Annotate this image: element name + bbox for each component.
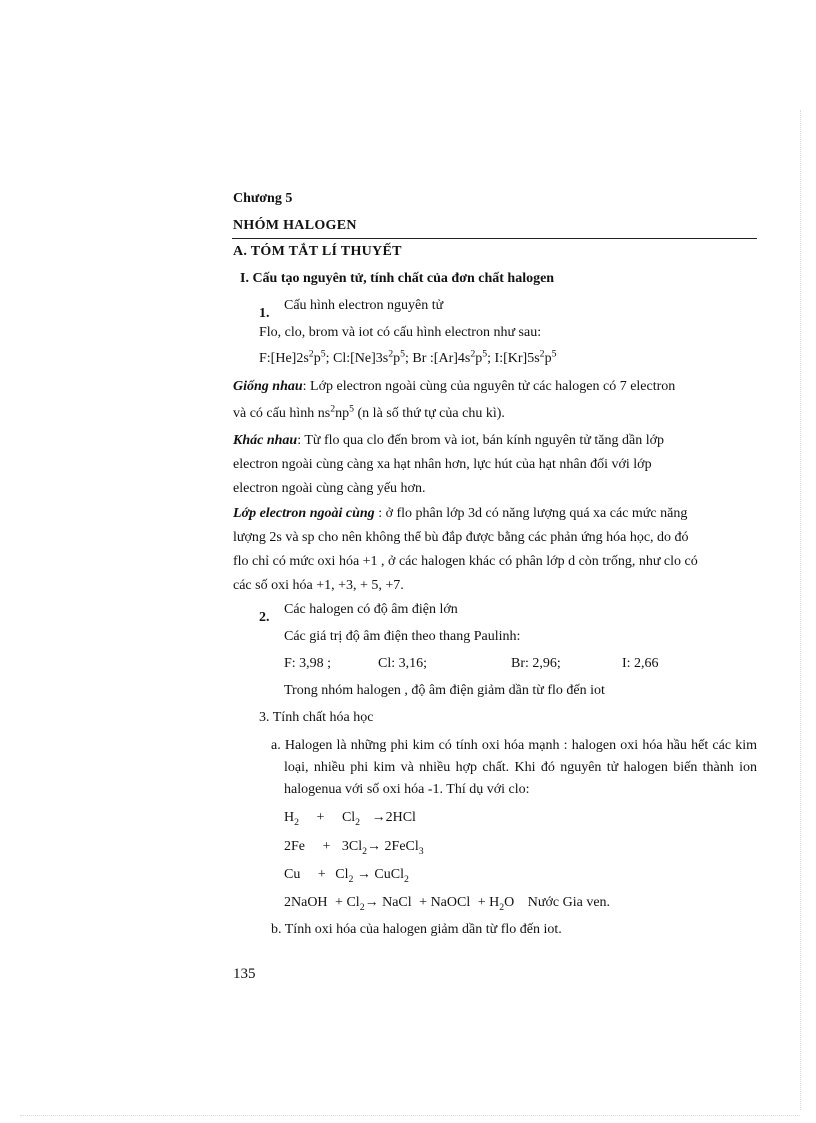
- outer-layer-line-1: Lớp electron ngoài cùng : ở flo phân lớp 3d có năng lượng quá xa các mức năng: [233, 506, 688, 521]
- config-chlorine: ; Cl:[Ne]3s: [325, 351, 389, 366]
- similarities-line-1: Giống nhau: Lớp electron ngoài cùng của nguyên tử các halogen có 7 electron: [233, 379, 676, 394]
- config-bromine: ; Br :[Ar]4s: [405, 351, 471, 366]
- electronegativity-fluorine: F: 3,98 ;: [284, 656, 332, 671]
- item-3b-text: b. Tính oxi hóa của halogen giảm dần từ flo đến iot.: [271, 922, 562, 937]
- page-number: 135: [233, 966, 256, 982]
- chapter-title: NHÓM HALOGEN: [233, 218, 357, 233]
- differences-label: Khác nhau: [233, 433, 298, 448]
- arrow-icon: →: [356, 867, 371, 882]
- item-3a-paragraph: a. Halogen là những phi kim có tính oxi hóa mạnh : halogen oxi hóa hầu hết các kim loại, nhiều phi kim và nhiều hợp chất. Khi đó nguyên tử halogen biến thành ion halogenua với số oxi hóa -1. Thí dụ với clo:: [271, 738, 757, 797]
- section-1-heading: I. Cấu tạo nguyên tử, tính chất của đơn chất halogen: [240, 271, 555, 286]
- item-2-number: 2.: [259, 610, 270, 625]
- reaction-1: $H_2 + Cl_2 \to 2HCl$: [284, 810, 416, 828]
- electronegativity-bromine: Br: 2,96;: [511, 656, 561, 671]
- section-a-heading: A. TÓM TẮT LÍ THUYẾT: [233, 244, 402, 259]
- page-edge-right: [800, 110, 801, 1110]
- differences-line-2: electron ngoài cùng càng xa hạt nhân hơn, lực hút của hạt nhân đối với lớp: [233, 457, 652, 472]
- electronegativity-chlorine: Cl: 3,16;: [378, 656, 428, 671]
- differences-line-1: Khác nhau: Từ flo qua clo đến brom và iot, bán kính nguyên tử tăng dần lớp: [233, 433, 665, 448]
- item-3-title: 3. Tính chất hóa học: [259, 710, 374, 725]
- arrow-icon: →: [367, 839, 382, 854]
- javel-water-note: Nước Gia ven.: [527, 895, 611, 910]
- outer-layer-line-4: các số oxi hóa +1, +3, + 5, +7.: [233, 578, 404, 593]
- item-1-title: Cấu hình electron nguyên tử: [284, 298, 444, 313]
- reaction-3: $Cu + Cl_2$ → CuCl$_2$: [284, 867, 409, 885]
- item-1-intro: Flo, clo, brom và iot có cấu hình electron như sau:: [259, 325, 542, 340]
- item-2-intro: Các giá trị độ âm điện theo thang Paulinh:: [284, 629, 521, 644]
- outer-layer-label: Lớp electron ngoài cùng: [233, 506, 375, 521]
- outer-layer-line-3: flo chỉ có mức oxi hóa +1 , ở các halogen khác có phân lớp d còn trống, như clo có: [233, 554, 698, 569]
- reaction-2: $2Fe + 3Cl_2\to$ 2FeCl$_3$: [284, 839, 424, 857]
- item-2-conclusion: Trong nhóm halogen , độ âm điện giảm dần từ flo đến iot: [284, 683, 605, 698]
- config-fluorine: F:[He]2s: [259, 351, 309, 366]
- page-edge-bottom: [20, 1115, 800, 1116]
- electron-configurations: $F:[He]2s^2p^5$; $Cl:[Ne]3s^2p^5$; Br $:[Ar]4s^2p^5$; $I:[Kr]5s^2p^5$: [259, 348, 557, 366]
- item-1-number: 1.: [259, 306, 270, 321]
- config-iodine: ; I:[Kr]5s: [487, 351, 540, 366]
- item-2-title: Các halogen có độ âm điện lớn: [284, 602, 458, 617]
- arrow-icon: →: [364, 895, 379, 910]
- arrow-icon: →: [371, 810, 386, 825]
- electronegativity-iodine: I: 2,66: [622, 656, 659, 671]
- outer-layer-line-2: lượng 2s và sp cho nên không thể bù đắp được bằng các phản ứng hóa học, do đó: [233, 530, 689, 545]
- chapter-label: Chương 5: [233, 191, 293, 206]
- similarities-line-2: và có cấu hình $ns^2np^5$ (n là số thứ tự của chu kì).: [233, 403, 505, 421]
- similarities-label: Giống nhau: [233, 379, 303, 394]
- heading-rule: [232, 238, 757, 239]
- reaction-4: 2NaOH + $Cl_2\to$ NaCl + NaOCl + $H_2O$ Nước Gia ven.: [284, 895, 611, 913]
- differences-line-3: electron ngoài cùng càng yếu hơn.: [233, 481, 426, 496]
